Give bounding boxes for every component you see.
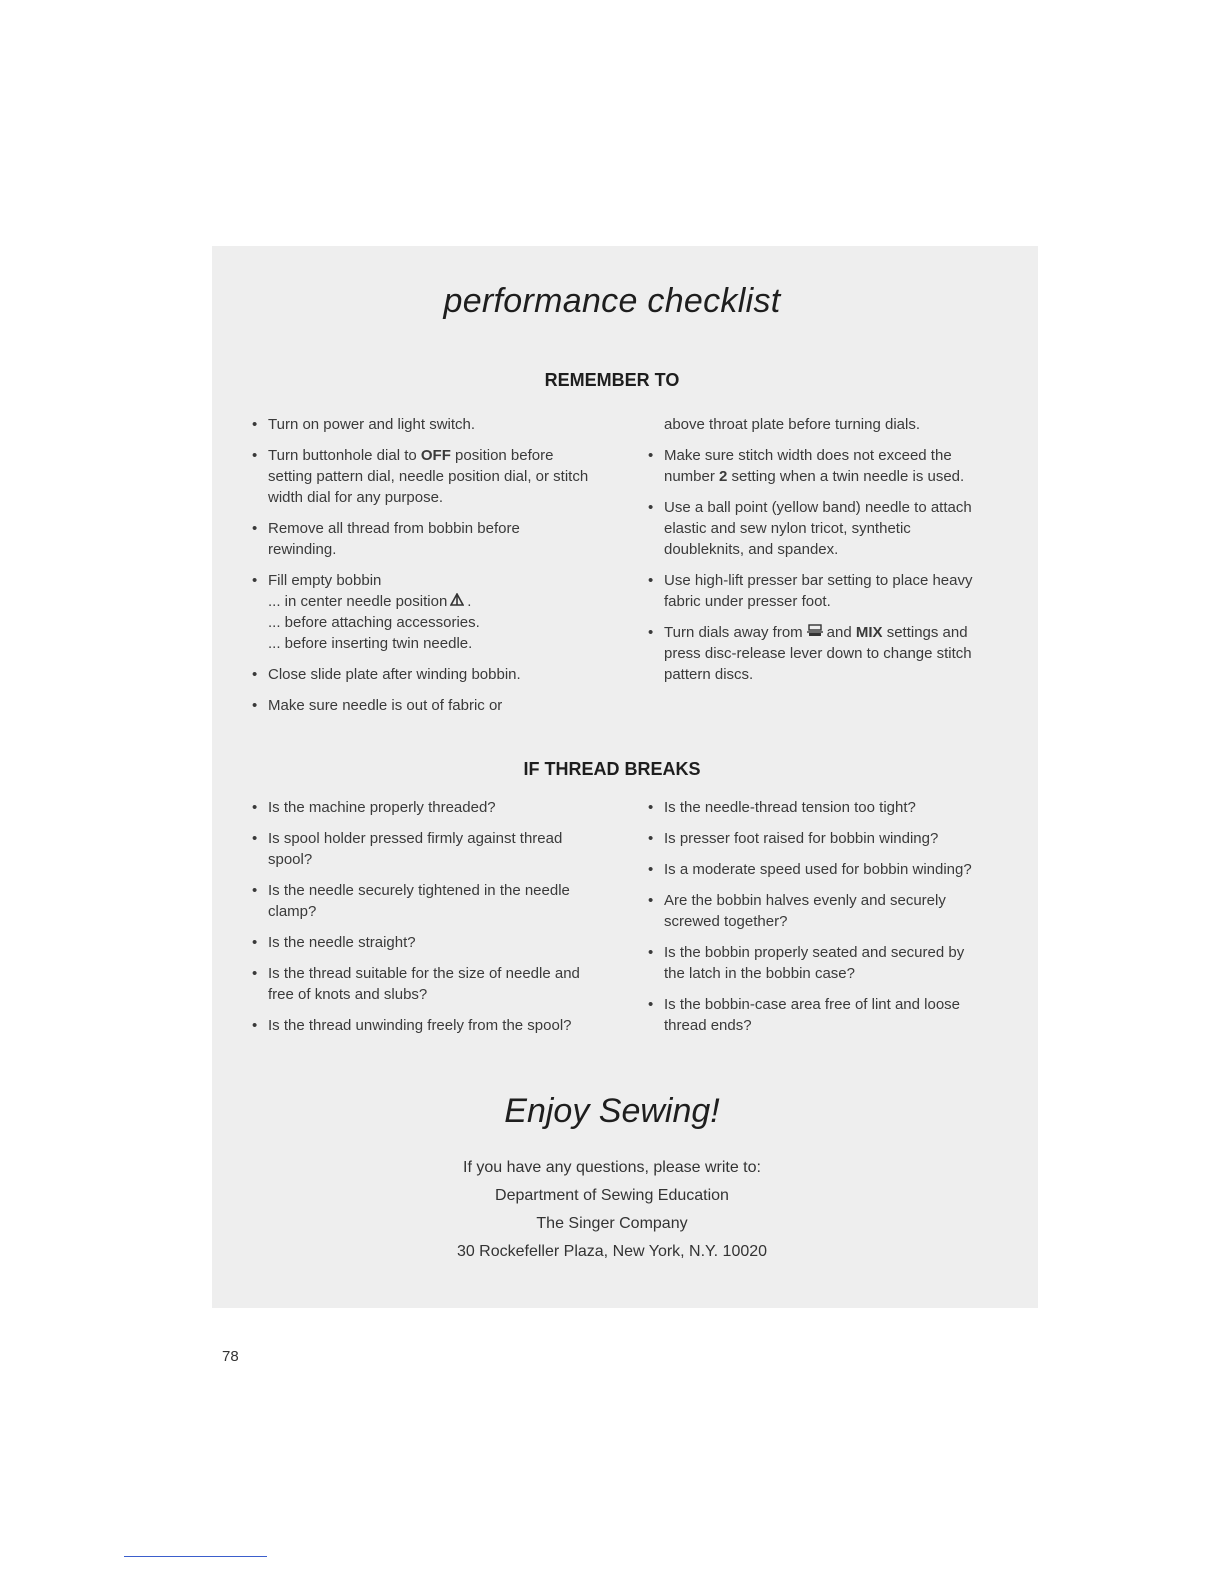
list-item — [642, 828, 987, 849]
bullet: • — [252, 520, 258, 537]
list-item — [246, 1015, 591, 1036]
bullet: • — [648, 996, 654, 1013]
buttonhole-setting-icon — [806, 622, 824, 643]
contact-block — [0, 1154, 1224, 1266]
sub-line: ... before inserting twin needle. — [268, 635, 473, 652]
bullet: • — [648, 944, 654, 961]
item-text: settings and press disc-release lever down to change stitch pattern discs. — [664, 624, 972, 683]
contact-line: 30 Rockefeller Plaza, New York, N.Y. 10020 — [456, 1243, 768, 1260]
bullet: • — [252, 447, 258, 464]
bullet: • — [648, 447, 654, 464]
item-text: Is a moderate speed used for bobbin winding? — [664, 861, 972, 878]
item-text: Turn dials away from — [664, 624, 803, 641]
list-item — [642, 570, 987, 612]
item-text: Close slide plate after winding bobbin. — [268, 666, 521, 683]
sub-line: ... in center needle position . — [268, 593, 472, 610]
item-text: Turn buttonhole dial to — [268, 447, 421, 464]
item-text: Use high-lift presser bar setting to place heavy fabric under presser foot. — [664, 572, 973, 610]
list-item — [246, 570, 591, 654]
list-item — [246, 414, 591, 435]
item-text: Fill empty bobbin — [268, 572, 382, 589]
item-bold: 2 — [719, 468, 728, 485]
thread-breaks-heading: IF THREAD BREAKS — [523, 759, 701, 779]
bullet: • — [252, 416, 258, 433]
list-item — [246, 518, 591, 560]
item-text: setting when a twin needle is used. — [727, 468, 965, 485]
needle-position-center-icon — [450, 591, 464, 612]
bullet: • — [252, 934, 258, 951]
item-text: Is the needle-thread tension too tight? — [664, 799, 916, 816]
bullet: • — [648, 572, 654, 589]
item-text: Is the machine properly threaded? — [268, 799, 496, 816]
list-item — [246, 828, 591, 870]
item-text: Make sure needle is out of fabric or — [268, 697, 503, 714]
list-item — [642, 942, 987, 984]
item-text: Are the bobbin halves evenly and securely screwed together? — [664, 892, 946, 930]
item-text: Make sure stitch width does not exceed the number — [664, 447, 952, 485]
list-item — [642, 445, 987, 487]
thread-right-column — [642, 797, 987, 1046]
list-item — [642, 994, 987, 1036]
bullet: • — [252, 965, 258, 982]
remember-right-column — [642, 414, 987, 695]
item-text: Is the thread unwinding freely from the spool? — [268, 1017, 572, 1034]
bullet: • — [648, 624, 654, 641]
list-item — [246, 880, 591, 922]
bullet: • — [252, 830, 258, 847]
bullet: • — [252, 666, 258, 683]
bullet: • — [252, 882, 258, 899]
item-text: Remove all thread from bobbin before rewinding. — [268, 520, 520, 558]
bullet: • — [252, 799, 258, 816]
item-text: Is the needle straight? — [268, 934, 416, 951]
item-text: Is the bobbin-case area free of lint and loose thread ends? — [664, 996, 961, 1034]
closing-heading: Enjoy Sewing! — [504, 1092, 720, 1130]
bullet: • — [252, 572, 258, 589]
list-item — [642, 797, 987, 818]
item-text: Is presser foot raised for bobbin winding? — [664, 830, 939, 847]
item-text: Is spool holder pressed firmly against thread spool? — [268, 830, 563, 868]
footer-rule — [124, 1556, 267, 1557]
item-bold: MIX — [855, 624, 883, 641]
remember-heading: REMEMBER TO — [544, 370, 680, 390]
bullet: • — [648, 799, 654, 816]
list-item-continuation — [642, 414, 987, 435]
list-item — [642, 859, 987, 880]
item-bold: OFF — [420, 447, 451, 464]
list-item — [246, 932, 591, 953]
bullet: • — [648, 499, 654, 516]
list-item — [642, 497, 987, 560]
page-number: 78 — [222, 1348, 239, 1365]
item-text: and — [826, 624, 856, 641]
remember-left-column — [246, 414, 591, 726]
bullet: • — [648, 830, 654, 847]
item-text: position before setting pattern dial, needle position dial, or stitch width dial for any purpose. — [268, 447, 589, 506]
list-item — [642, 890, 987, 932]
item-text: Use a ball point (yellow band) needle to attach elastic and sew nylon tricot, synthetic doubleknits, and spandex. — [664, 499, 972, 558]
bullet: • — [252, 697, 258, 714]
item-text: Is the thread suitable for the size of needle and free of knots and slubs? — [268, 965, 580, 1003]
list-item — [246, 664, 591, 685]
contact-line: If you have any questions, please write to: — [463, 1159, 761, 1176]
sub-line: ... before attaching accessories. — [268, 614, 480, 631]
contact-line: The Singer Company — [536, 1215, 688, 1232]
item-text: above throat plate before turning dials. — [664, 416, 921, 433]
item-text: Is the needle securely tightened in the needle clamp? — [268, 882, 570, 920]
item-text: Is the bobbin properly seated and secured by the latch in the bobbin case? — [664, 944, 965, 982]
page-title: performance checklist — [443, 282, 781, 320]
list-item — [246, 963, 591, 1005]
item-text: Turn on power and light switch. — [268, 416, 476, 433]
list-item — [246, 797, 591, 818]
thread-left-column — [246, 797, 591, 1046]
bullet: • — [252, 1017, 258, 1034]
contact-line: Department of Sewing Education — [495, 1187, 729, 1204]
list-item — [246, 445, 591, 508]
bullet: • — [648, 892, 654, 909]
bullet: • — [648, 861, 654, 878]
list-item — [246, 695, 591, 716]
list-item — [642, 622, 987, 685]
